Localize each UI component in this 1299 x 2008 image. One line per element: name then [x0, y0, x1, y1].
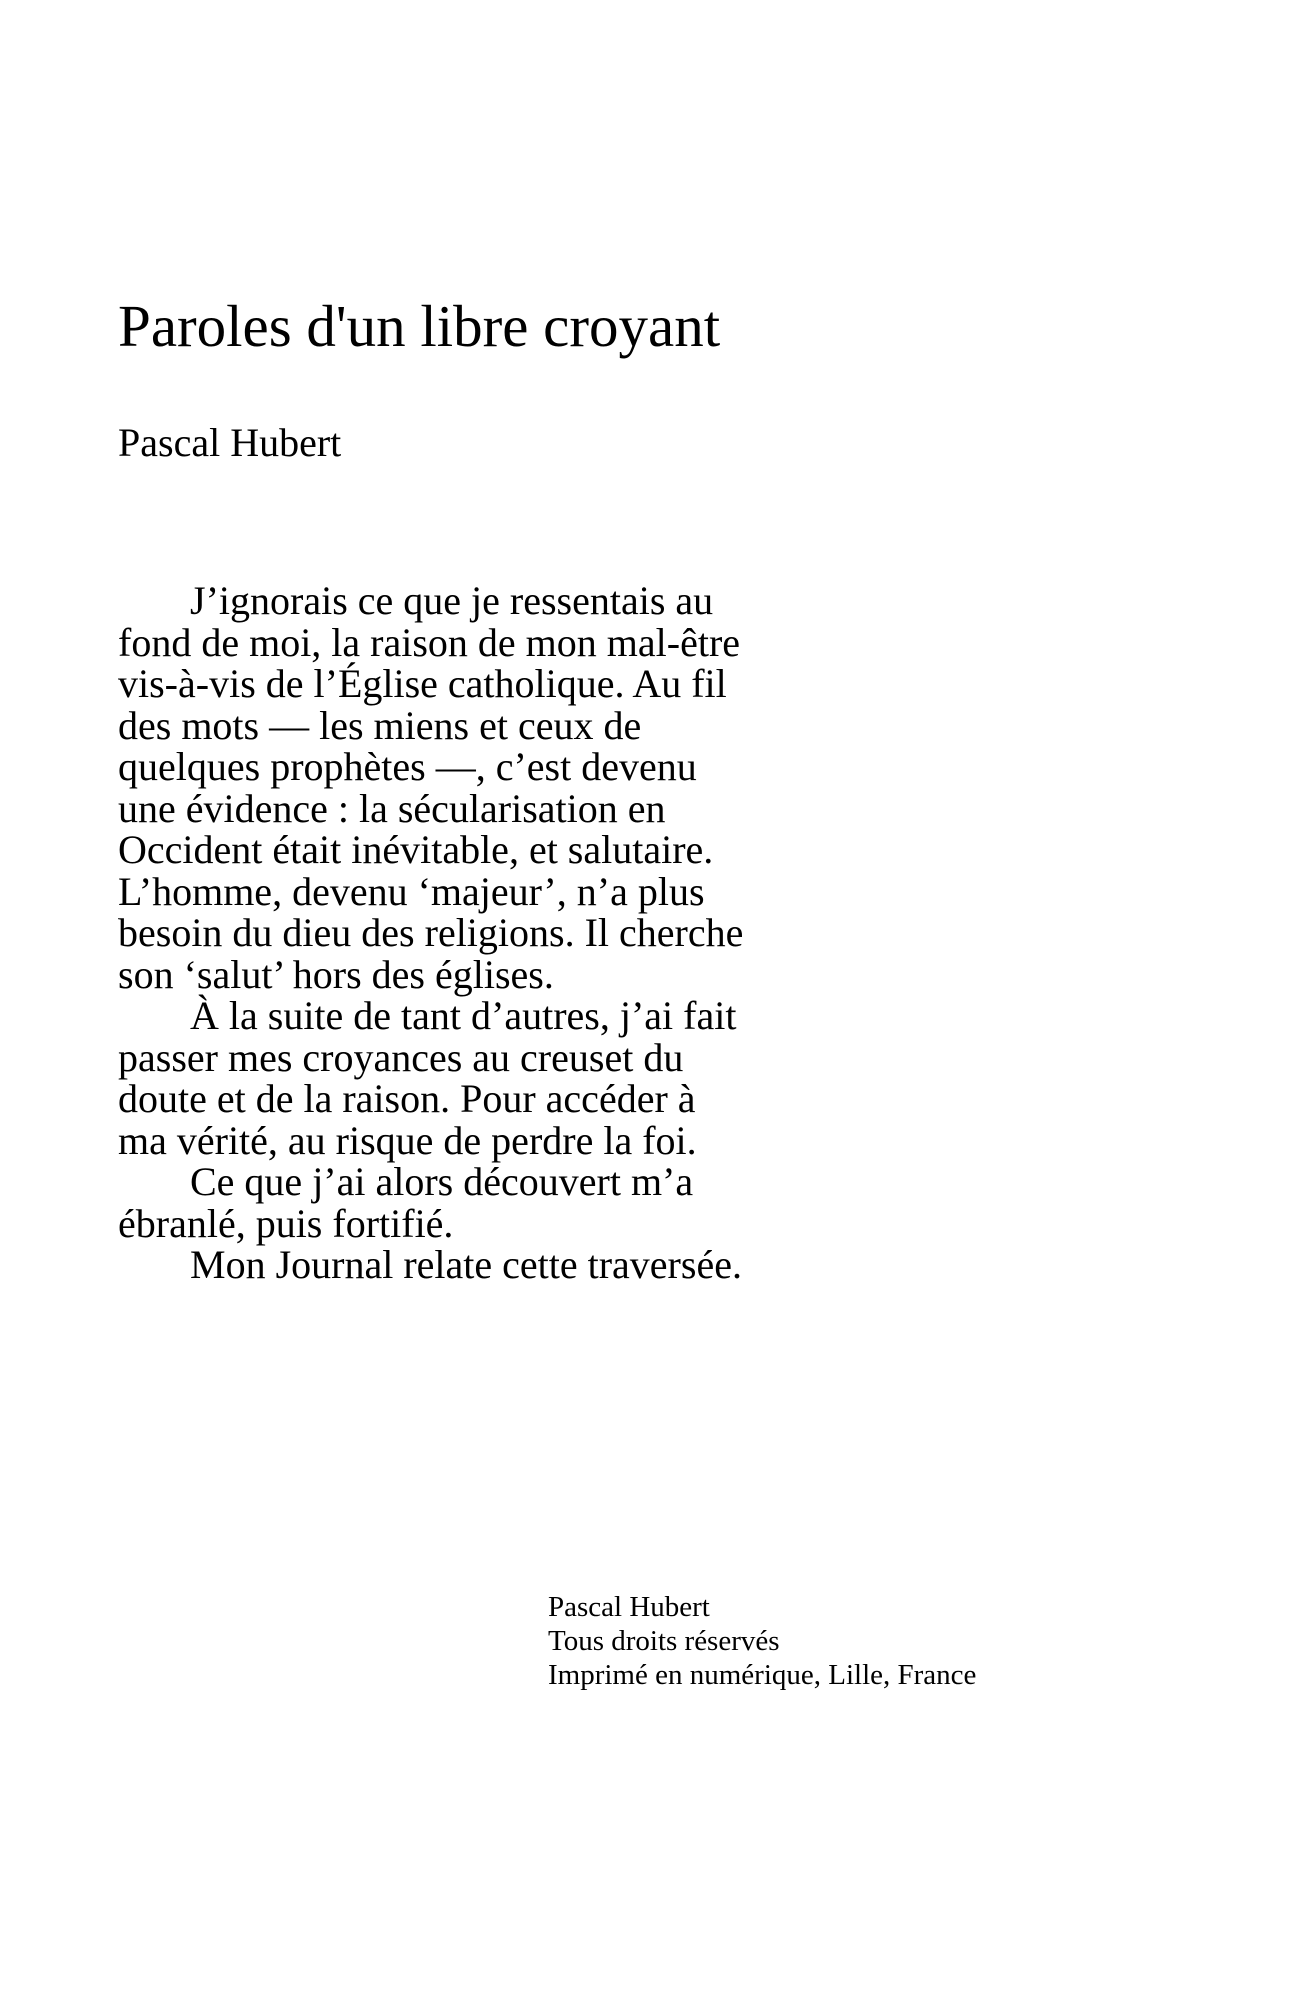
text-line: son ‘salut’ hors des églises. — [118, 951, 554, 997]
text-line: Occident était inévitable, et salutaire. — [118, 827, 714, 872]
text-line: besoin du dieu des religions. Il cherche — [118, 910, 744, 955]
imprint-block — [548, 1590, 976, 1692]
book-title: Paroles d'un libre croyant — [118, 293, 721, 359]
text-line: doute et de la raison. Pour accéder à — [118, 1076, 696, 1121]
text-line: fond de moi, la raison de mon mal-être — [118, 619, 741, 665]
imprint-author: Pascal Hubert — [548, 1591, 710, 1623]
imprint-rights: Tous droits réservés — [548, 1625, 780, 1657]
text-line: L’homme, devenu ‘majeur’, n’a plus — [118, 868, 705, 914]
text-line: J’ignorais ce que je ressentais au — [190, 578, 714, 623]
text-line: une évidence : la sécularisation en — [118, 785, 666, 831]
text-line: quelques prophètes —, c’est devenu — [118, 744, 697, 789]
preface-text — [118, 580, 1018, 1286]
text-line: Ce que j’ai alors découvert m’a — [190, 1159, 694, 1204]
text-line: des mots — les miens et ceux de — [118, 702, 642, 748]
imprint-printed: Imprimé en numérique, Lille, France — [548, 1659, 977, 1691]
text-line: À la suite de tant d’autres, j’ai fait — [190, 993, 737, 1038]
text-line: Mon Journal relate cette traversée. — [190, 1242, 742, 1287]
text-line: vis-à-vis de l’Église catholique. Au fil — [118, 661, 727, 706]
book-author: Pascal Hubert — [118, 420, 342, 465]
text-line: passer mes croyances au creuset du — [118, 1034, 684, 1080]
text-line: ébranlé, puis fortifié. — [118, 1200, 454, 1246]
text-line: ma vérité, au risque de perdre la foi. — [118, 1117, 697, 1163]
